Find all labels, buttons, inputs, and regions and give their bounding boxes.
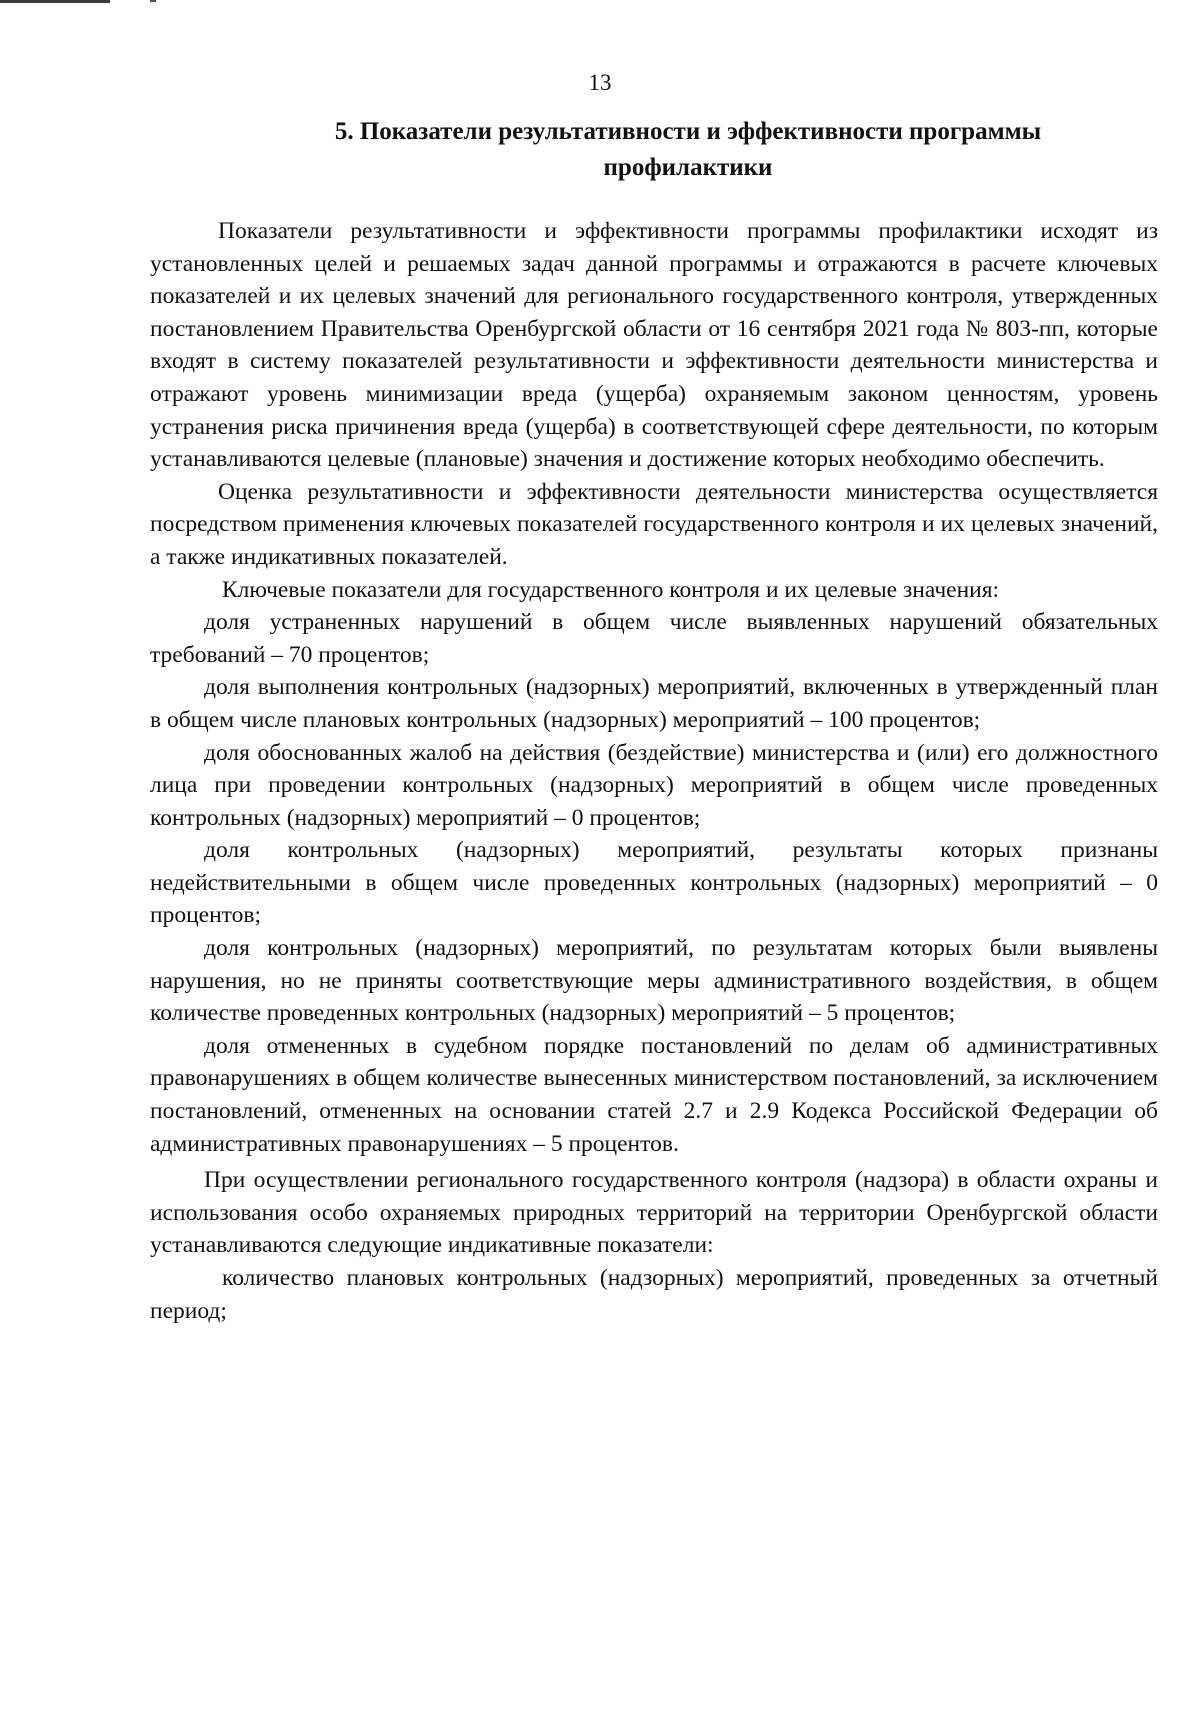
paragraph-indicator-cancelled-rulings: доля отмененных в судебном порядке постановлений по делам об административных правонарушениях в общем количестве вынесенных министерством постановлений, за исключением постановлений, отмененных на основании статей 2.7 и 2.9 Кодекса Российской Федерации об административных правонарушениях – 5 процентов. — [150, 1032, 1158, 1157]
paragraph-assessment: Оценка результативности и эффективности деятельности министерства осуществляется посредством применения ключевых показателей государственного контроля и их целевых значений, а также индикативных показателей. — [150, 478, 1158, 570]
paragraph-indicator-complaints: доля обоснованных жалоб на действия (бездействие) министерства и (или) его должностного лица при проведении контрольных (надзорных) мероприятий в общем числе проведенных контрольных (надзорных) мероприятий – 0 процентов; — [150, 739, 1158, 831]
paragraph-intro: Показатели результативности и эффективности программы профилактики исходят из установленных целей и решаемых задач данной программы и отражаются в расчете ключевых показателей и их целевых значений для регионального государственного контроля, утвержденных постановлением Правительства Оренбургской области от 16 сентября 2021 года № 803-пп, которые входят в систему показателей результативности и эффективности деятельности министерства и отражают уровень минимизации вреда (ущерба) охраняемым законом ценностям, уровень устранения риска причинения вреда (ущерба) в соответствующей сфере деятельности, по которым устанавливаются целевые (плановые) значения и достижение которых необходимо обеспечить. — [150, 218, 1158, 473]
paragraph-indicator-no-measures: доля контрольных (надзорных) мероприятий, по результатам которых были выявлены нарушения, но не приняты соответствующие меры административного воздействия, в общем количестве проведенных контрольных (надзорных) мероприятий – 5 процентов; — [150, 935, 1158, 1027]
paragraph-key-indicators-heading: Ключевые показатели для государственного контроля и их целевые значения: — [222, 576, 1000, 603]
document-body — [150, 215, 1158, 1327]
section-title: 5. Показатели результативности и эффективности программы профилактики — [334, 118, 1042, 181]
page-number: 13 — [588, 70, 612, 95]
paragraph-indicator-invalid-results: доля контрольных (надзорных) мероприятий, результаты которых признаны недействительными в общем числе проведенных контрольных (надзорных) мероприятий – 0 процентов; — [150, 837, 1158, 929]
paragraph-indicative-planned-count: количество плановых контрольных (надзорных) мероприятий, проведенных за отчетный период; — [150, 1265, 1158, 1324]
scan-edge-dot — [150, 0, 156, 2]
paragraph-indicative-intro: При осуществлении регионального государственного контроля (надзора) в области охраны и использования особо охраняемых природных территорий на территории Оренбургской области устанавливаются следующие индикативные показатели: — [150, 1167, 1158, 1259]
scan-edge-mark — [0, 0, 110, 3]
paragraph-indicator-planned-events: доля выполнения контрольных (надзорных) мероприятий, включенных в утвержденный план в общем числе плановых контрольных (надзорных) мероприятий – 100 процентов; — [150, 674, 1158, 733]
paragraph-indicator-eliminated-violations: доля устраненных нарушений в общем числе выявленных нарушений обязательных требований – 70 процентов; — [150, 609, 1158, 668]
